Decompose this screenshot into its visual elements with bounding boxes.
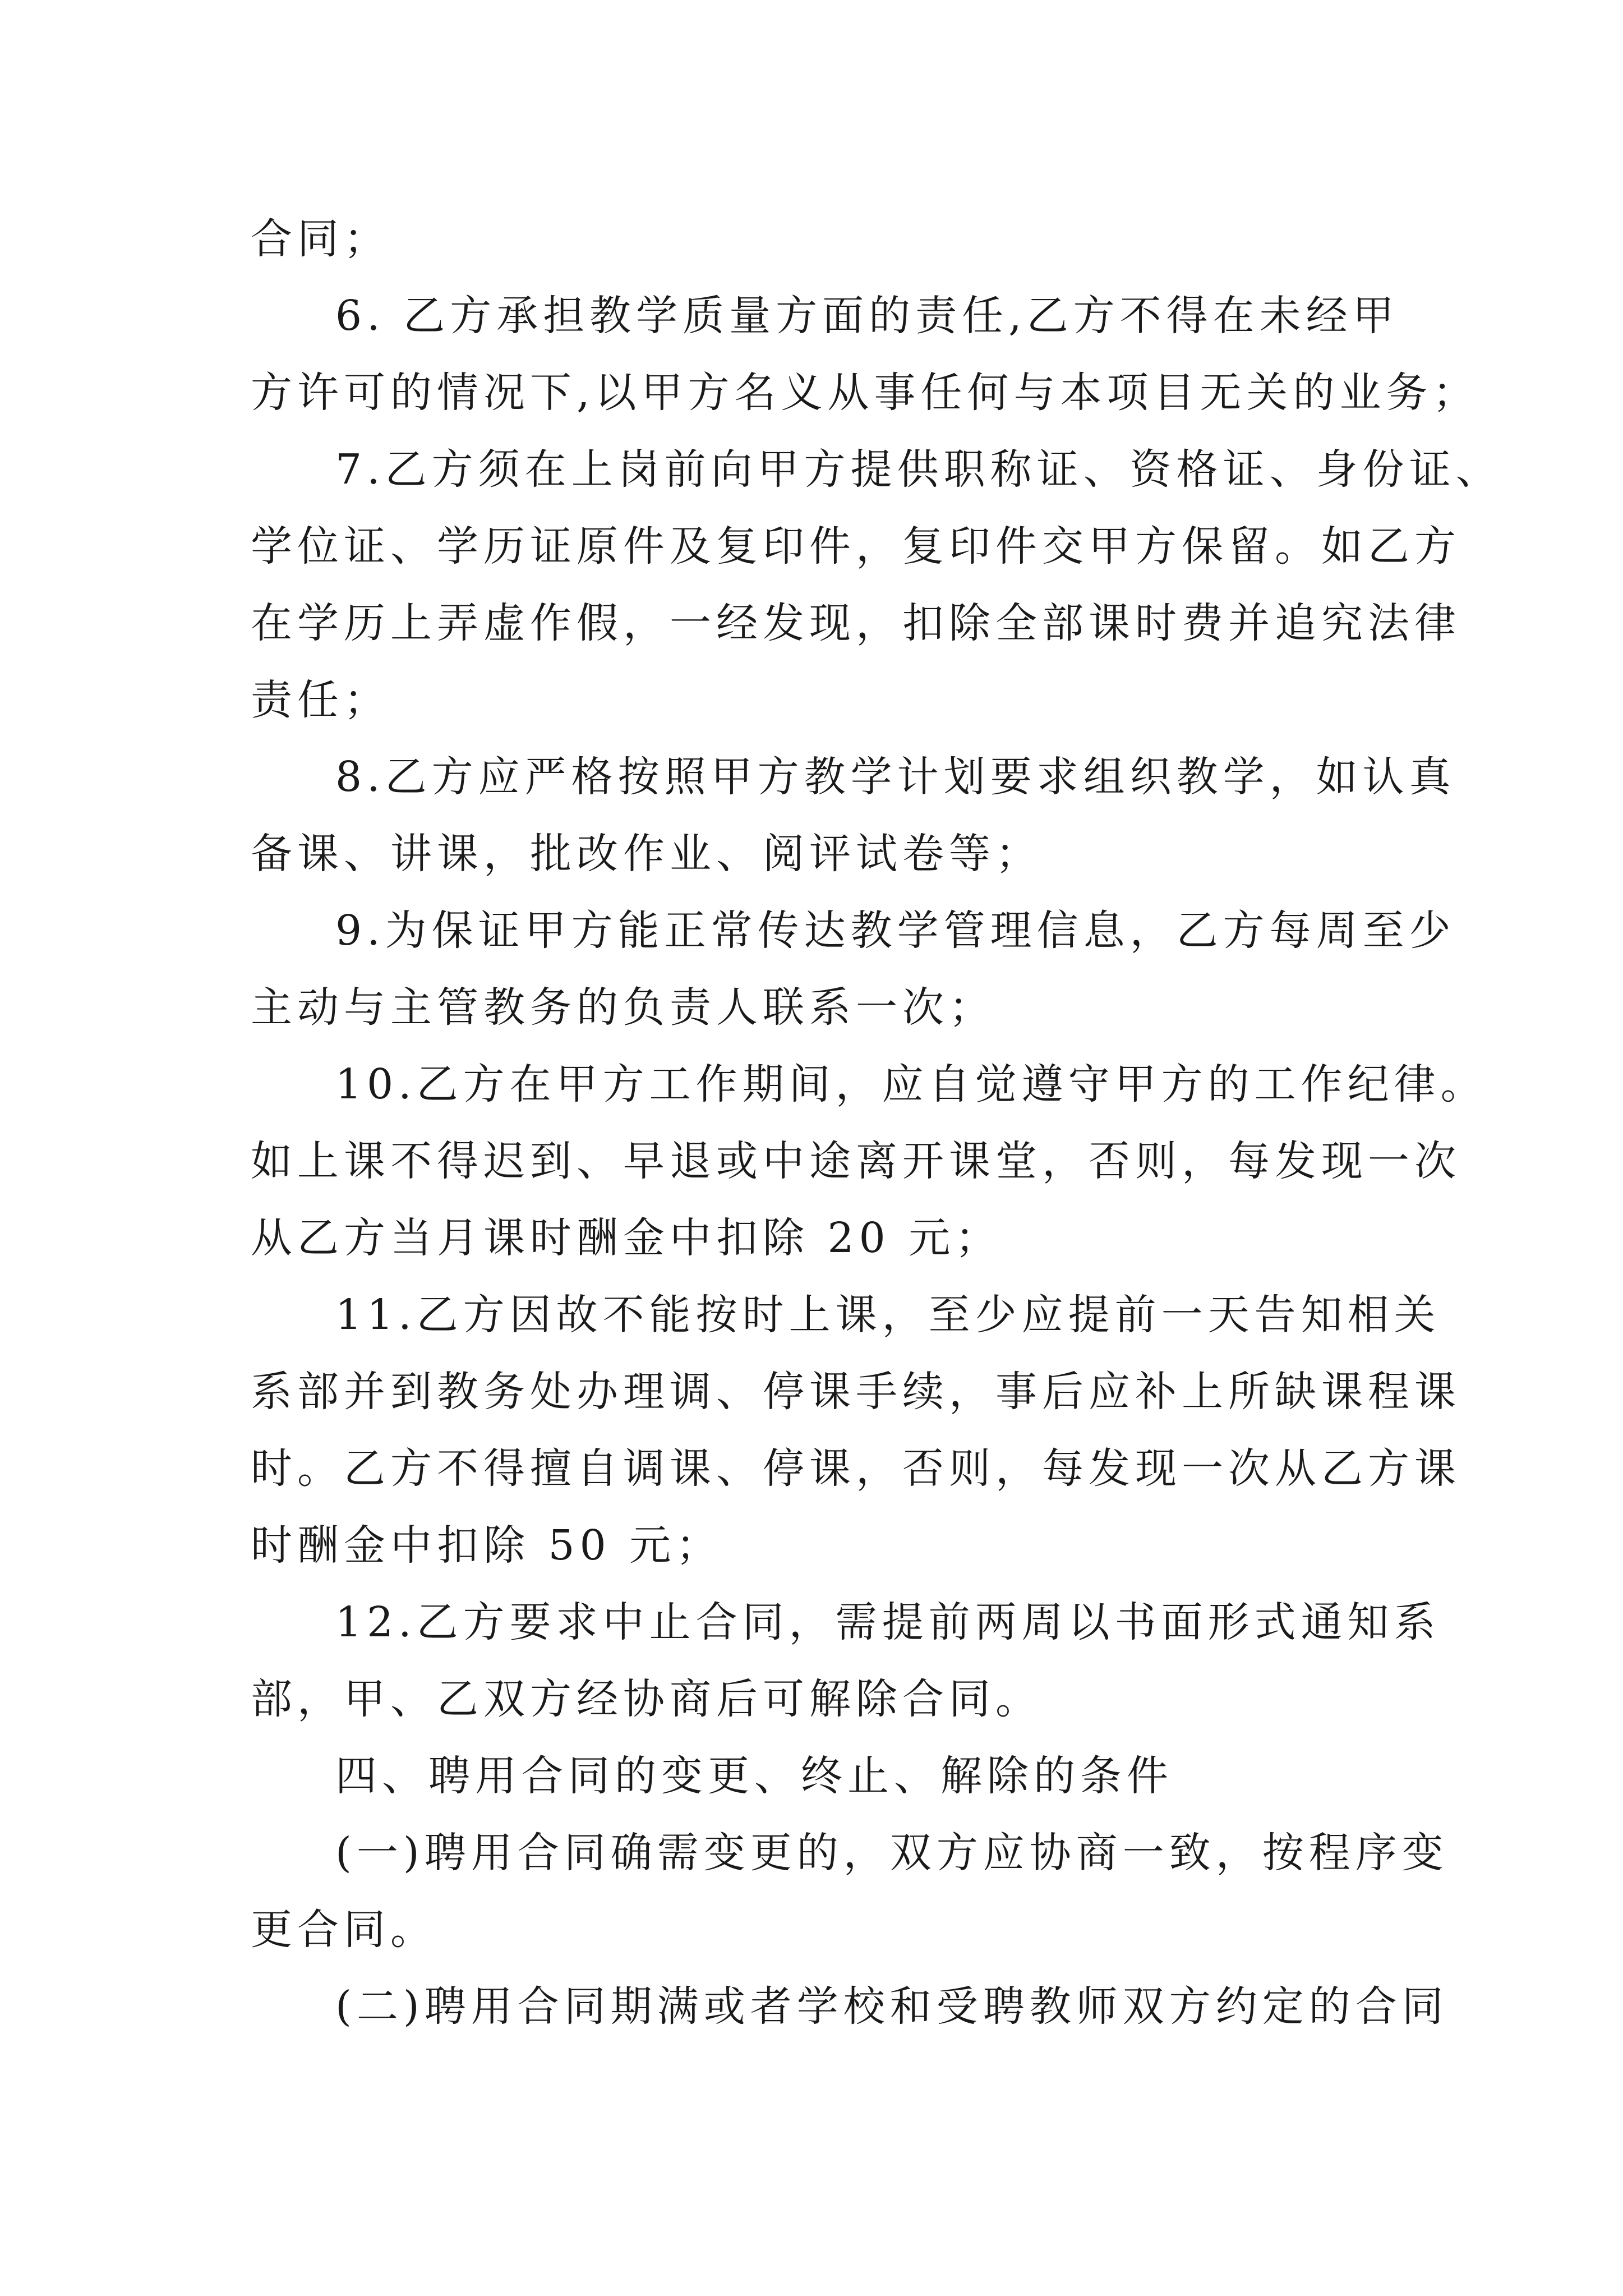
text-line-9: 备课、讲课，批改作业、阅评试卷等； — [251, 830, 1042, 878]
text-line-20: 部，甲、乙双方经协商后可解除合同。 — [251, 1675, 1042, 1723]
text-line-11: 主动与主管教务的负责人联系一次； — [251, 983, 995, 1032]
text-line-5: 学位证、学历证原件及复印件，复印件交甲方保留。如乙方 — [251, 522, 1461, 570]
text-line-12: 10.乙方在甲方工作期间，应自觉遵守甲方的工作纪律。 — [335, 1060, 1487, 1108]
text-line-7: 责任； — [251, 676, 390, 724]
text-line-6: 在学历上弄虚作假，一经发现，扣除全部课时费并追究法律 — [251, 599, 1461, 647]
text-line-23: 更合同。 — [251, 1906, 437, 1954]
text-line-1: 合同； — [251, 215, 390, 263]
text-line-10: 9.为保证甲方能正常传达教学管理信息，乙方每周至少 — [335, 907, 1456, 955]
text-line-22: (一)聘用合同确需变更的，双方应协商一致，按程序变 — [335, 1829, 1449, 1877]
text-line-18: 时酬金中扣除 50 元； — [251, 1521, 723, 1570]
text-line-2: 6. 乙方承担教学质量方面的责任,乙方不得在未经甲 — [335, 292, 1399, 340]
text-line-8: 8.乙方应严格按照甲方教学计划要求组织教学，如认真 — [335, 753, 1456, 801]
text-line-16: 系部并到教务处办理调、停课手续，事后应补上所缺课程课 — [251, 1368, 1461, 1416]
text-line-21: 四、聘用合同的变更、终止、解除的条件 — [335, 1752, 1173, 1800]
text-line-19: 12.乙方要求中止合同，需提前两周以书面形式通知系 — [335, 1598, 1441, 1646]
text-line-15: 11.乙方因故不能按时上课，至少应提前一天告知相关 — [335, 1291, 1441, 1339]
text-line-4: 7.乙方须在上岗前向甲方提供职称证、资格证、身份证、 — [335, 445, 1502, 494]
text-line-3: 方许可的情况下,以甲方名义从事任何与本项目无关的业务； — [251, 369, 1479, 417]
text-line-13: 如上课不得迟到、早退或中途离开课堂，否则，每发现一次 — [251, 1137, 1461, 1185]
text-line-14: 从乙方当月课时酬金中扣除 20 元； — [251, 1214, 1002, 1262]
text-line-17: 时。乙方不得擅自调课、停课，否则，每发现一次从乙方课 — [251, 1444, 1461, 1493]
text-line-24: (二)聘用合同期满或者学校和受聘教师双方约定的合同 — [335, 1982, 1449, 2031]
